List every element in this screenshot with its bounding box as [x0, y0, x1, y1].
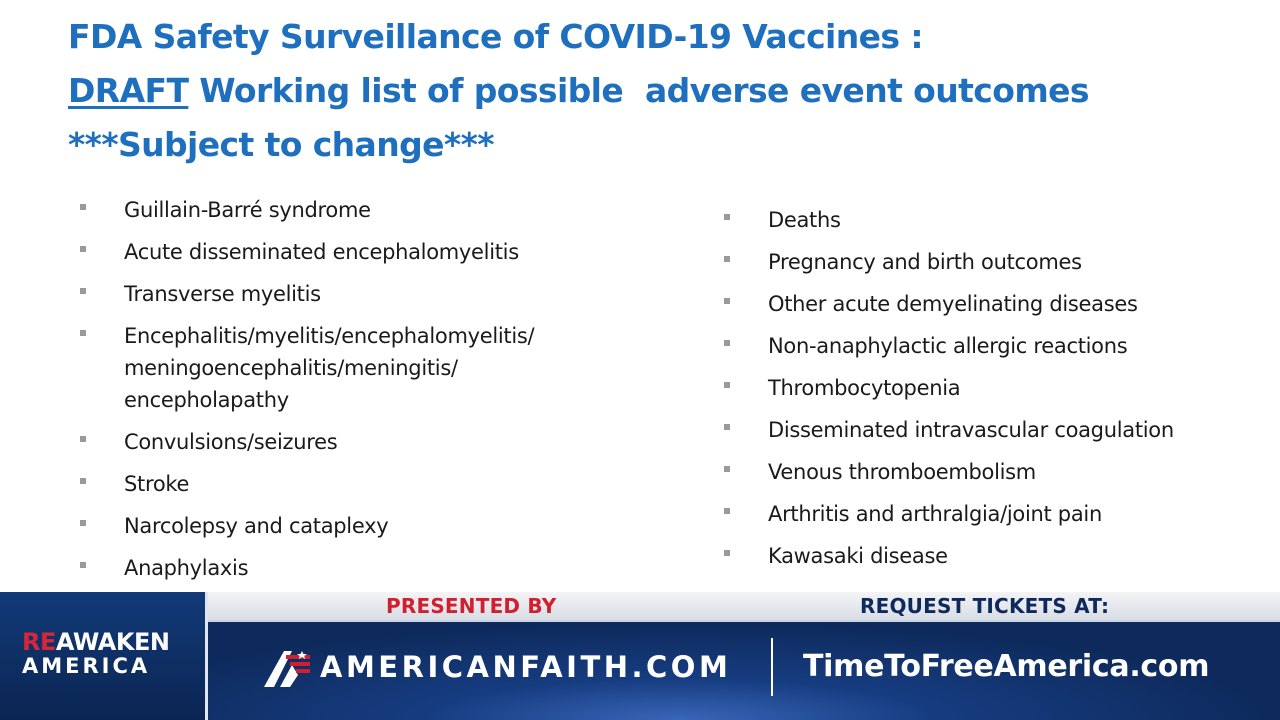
title-line-2	[68, 64, 1089, 118]
bullet-icon	[724, 214, 730, 220]
list-item	[124, 426, 594, 458]
bullet-icon	[724, 256, 730, 262]
bullet-icon	[724, 382, 730, 388]
draft-label: DRAFT	[68, 71, 189, 110]
list-item	[124, 468, 594, 500]
list-item-text: Kawasaki disease	[768, 544, 948, 568]
bullet-icon	[80, 246, 86, 252]
bullet-icon	[724, 550, 730, 556]
list-item	[768, 288, 1248, 320]
list-item	[124, 278, 594, 310]
list-item	[124, 552, 594, 584]
list-item	[768, 204, 1248, 236]
list-item-text: Stroke	[124, 472, 190, 496]
title-line-2-rest: Working list of possible adverse event outcomes	[188, 71, 1089, 110]
list-item	[124, 194, 594, 226]
list-item-text: Transverse myelitis	[124, 282, 321, 306]
list-item-text: Encephalitis/myelitis/encephalomyelitis/ meningoencephalitis/meningitis/ encepholapathy	[124, 324, 535, 412]
bullet-icon	[724, 298, 730, 304]
left-outcome-list	[124, 194, 594, 592]
bullet-icon	[724, 424, 730, 430]
list-item	[124, 320, 594, 416]
bullet-icon	[724, 508, 730, 514]
logo-awaken: AWAKEN	[55, 628, 170, 656]
list-item-text: Thrombocytopenia	[768, 376, 961, 400]
list-item-text: Guillain-Barré syndrome	[124, 198, 371, 222]
list-item	[768, 456, 1248, 488]
list-item-text: Anaphylaxis	[124, 556, 249, 580]
banner-label-strip	[208, 592, 1280, 620]
list-item	[768, 498, 1248, 530]
slide-title	[68, 10, 1089, 172]
list-item	[768, 540, 1248, 572]
bullet-icon	[80, 204, 86, 210]
bullet-icon	[80, 520, 86, 526]
bullet-icon	[80, 436, 86, 442]
bullet-icon	[80, 478, 86, 484]
presented-by-label: PRESENTED BY	[386, 594, 557, 618]
title-line-3: ***Subject to change***	[68, 125, 494, 164]
banner-main-strip	[208, 620, 1280, 720]
list-item-text: Other acute demyelinating diseases	[768, 292, 1138, 316]
list-item	[124, 236, 594, 268]
tickets-url: TimeToFreeAmerica.com	[803, 649, 1210, 684]
title-line-1: FDA Safety Surveillance of COVID-19 Vaccines :	[68, 17, 923, 56]
list-item-text: Venous thromboembolism	[768, 460, 1036, 484]
list-item-text: Acute disseminated encephalomyelitis	[124, 240, 519, 264]
banner-divider	[771, 638, 773, 696]
list-item	[768, 372, 1248, 404]
bullet-icon	[724, 466, 730, 472]
bullet-icon	[80, 330, 86, 336]
list-item-text: Disseminated intravascular coagulation	[768, 418, 1174, 442]
list-item	[768, 330, 1248, 362]
request-tickets-label: REQUEST TICKETS AT:	[860, 594, 1110, 618]
list-item	[768, 414, 1248, 446]
list-item-text: Narcolepsy and cataplexy	[124, 514, 389, 538]
bullet-icon	[80, 288, 86, 294]
bullet-icon	[80, 562, 86, 568]
logo-re: RE	[22, 628, 56, 656]
list-item-text: Non-anaphylactic allergic reactions	[768, 334, 1128, 358]
list-item-text: Pregnancy and birth outcomes	[768, 250, 1082, 274]
reawaken-america-logo	[0, 592, 208, 720]
bullet-icon	[724, 340, 730, 346]
list-item-text: Convulsions/seizures	[124, 430, 338, 454]
right-outcome-list	[768, 204, 1248, 582]
list-item	[768, 246, 1248, 278]
list-item	[124, 510, 594, 542]
lower-third-banner	[0, 592, 1280, 720]
american-faith-logo-icon	[262, 649, 312, 689]
list-item-text: Deaths	[768, 208, 841, 232]
sponsor-name: AMERICANFAITH.COM	[320, 650, 732, 684]
logo-reawaken	[22, 628, 169, 656]
logo-america: AMERICA	[22, 654, 151, 678]
list-item-text: Arthritis and arthralgia/joint pain	[768, 502, 1102, 526]
